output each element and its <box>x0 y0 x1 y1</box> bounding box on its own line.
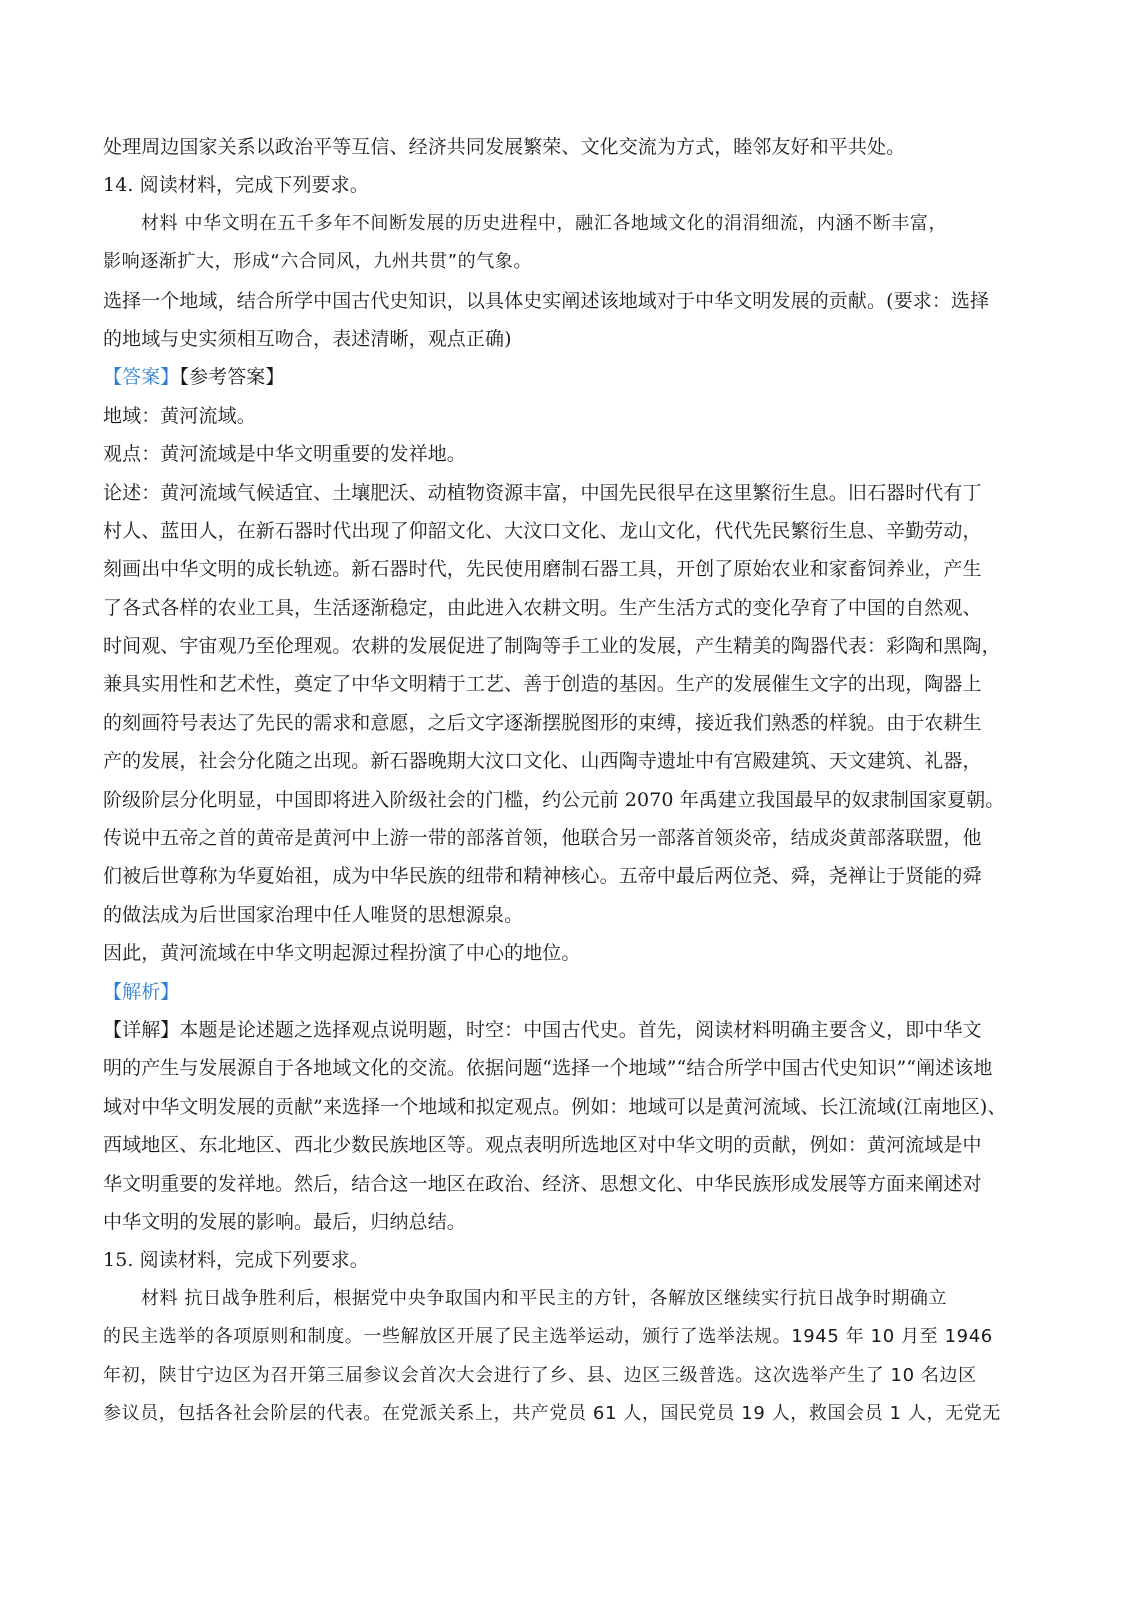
answer-line: 传说中五帝之首的黄帝是黄河中上游一带的部落首领，他联合另一部落首领炎帝，结成炎黄部落联盟，他 <box>103 827 982 850</box>
answer-line: 产的发展，社会分化随之出现。新石器晚期大汶口文化、山西陶寺遗址中有宫殿建筑、天文建筑、礼器， <box>103 750 982 773</box>
detail-line: 明的产生与发展源自于各地域文化的交流。依据问题“选择一个地域”“结合所学中国古代史知识”“阐述该地 <box>103 1057 993 1080</box>
q14-heading: 14. 阅读材料，完成下列要求。 <box>103 174 369 197</box>
answer-line: 了各式各样的农业工具，生活逐渐稳定，由此进入农耕文明。生产生活方式的变化孕育了中国的自然观、 <box>103 596 982 619</box>
reference-answer-tag: 【参考答案】 <box>179 366 285 389</box>
detail-text: 本题是论述题之选择观点说明题，时空：中国古代史。首先，阅读材料明确主要含义，即中华文 <box>179 1018 982 1041</box>
answer-line: 们被后世尊称为华夏始祖，成为中华民族的纽带和精神核心。五帝中最后两位尧、舜，尧禅让于贤能的舜 <box>103 865 982 888</box>
q15-heading: 15. 阅读材料，完成下列要求。 <box>103 1249 369 1272</box>
answer-line: 阶级阶层分化明显，中国即将进入阶级社会的门槛，约公元前 2070 年禹建立我国最早的奴隶制国家夏朝。 <box>103 788 1005 811</box>
q15-material-line: 材料 抗日战争胜利后，根据党中央争取国内和平民主的方针，各解放区继续实行抗日战争时期确立 <box>141 1287 948 1309</box>
answer-line: 因此，黄河流域在中华文明起源过程扮演了中心的地位。 <box>103 942 581 965</box>
q14-material-line: 材料 中华文明在五千多年不间断发展的历史进程中，融汇各地域文化的涓涓细流，内涵不断丰富， <box>141 212 948 234</box>
detail-line: 域对中华文明发展的贡献”来选择一个地域和拟定观点。例如：地域可以是黄河流域、长江流域(江南地区)、 <box>103 1095 1007 1118</box>
answer-line: 地域：黄河流域。 <box>103 404 256 427</box>
detail-tag: 【详解】 <box>103 1018 180 1041</box>
answer-line: 观点：黄河流域是中华文明重要的发祥地。 <box>103 443 466 466</box>
answer-line: 时间观、宇宙观乃至伦理观。农耕的发展促进了制陶等手工业的发展，产生精美的陶器代表：彩陶和黑陶， <box>103 635 1001 658</box>
q15-material-line: 年初，陕甘宁边区为召开第三届参议会首次大会进行了乡、县、边区三级普选。这次选举产生了 10 名边区 <box>103 1364 977 1386</box>
q13-answer-tail: 处理周边国家关系以政治平等互信、经济共同发展繁荣、文化交流为方式，睦邻友好和平共处。 <box>103 136 906 158</box>
answer-line: 刻画出中华文明的成长轨迹。新石器时代，先民使用磨制石器工具，开创了原始农业和家畜饲养业，产生 <box>103 558 982 581</box>
answer-line: 的刻画符号表达了先民的需求和意愿，之后文字逐渐摆脱图形的束缚，接近我们熟悉的样貌。由于农耕生 <box>103 711 982 734</box>
detail-line: 西域地区、东北地区、西北少数民族地区等。观点表明所选地区对中华文明的贡献，例如：黄河流域是中 <box>103 1134 982 1157</box>
answer-line: 兼具实用性和艺术性，奠定了中华文明精于工艺、善于创造的基因。生产的发展催生文字的出现，陶器上 <box>103 673 982 696</box>
answer-line: 论述：黄河流域气候适宜、土壤肥沃、动植物资源丰富，中国先民很早在这里繁衍生息。旧石器时代有丁 <box>103 481 982 504</box>
analysis-tag: 【解析】 <box>103 980 180 1003</box>
answer-header <box>103 358 1011 396</box>
q14-material-line: 影响逐渐扩大，形成“六合同风，九州共贯”的气象。 <box>103 251 533 273</box>
answer-line: 村人、蓝田人，在新石器时代出现了仰韶文化、大汶口文化、龙山文化，代代先民繁衍生息、辛勤劳动， <box>103 519 982 542</box>
q14-question-line: 的地域与史实须相互吻合，表述清晰，观点正确) <box>103 327 512 350</box>
detail-line: 华文明重要的发祥地。然后，结合这一地区在政治、经济、思想文化、中华民族形成发展等方面来阐述对 <box>103 1172 982 1195</box>
q14-question-line: 选择一个地域，结合所学中国古代史知识，以具体史实阐述该地域对于中华文明发展的贡献。(要求：选择 <box>103 289 990 312</box>
analysis-header <box>103 973 1011 1011</box>
answer-tag: 【答案】 <box>103 366 180 389</box>
detail-line: 中华文明的发展的影响。最后，归纳总结。 <box>103 1210 466 1233</box>
answer-line: 的做法成为后世国家治理中任人唯贤的思想源泉。 <box>103 903 524 926</box>
q15-material-line: 的民主选举的各项原则和制度。一些解放区开展了民主选举运动，颁行了选举法规。1945 年 10 月至 1946 <box>103 1326 993 1348</box>
page-content <box>103 128 1011 1433</box>
q15-material-line: 参议员，包括各社会阶层的代表。在党派关系上，共产党员 61 人，国民党员 19 人，救国会员 1 人，无党无 <box>103 1402 1001 1424</box>
detail-line <box>103 1011 1011 1049</box>
